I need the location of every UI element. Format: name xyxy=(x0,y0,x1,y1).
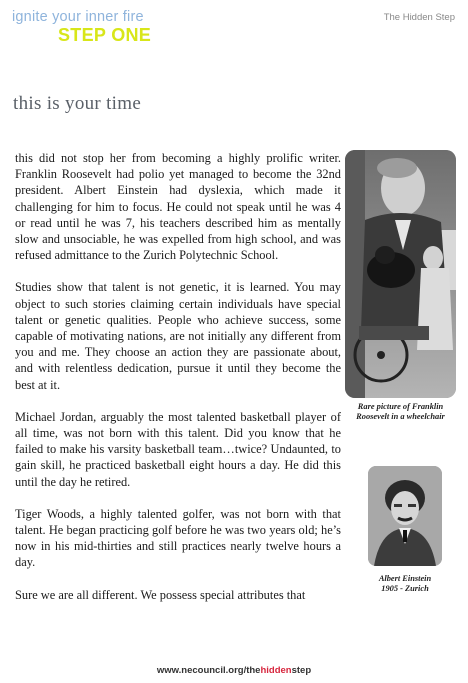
einstein-caption-detail: 1905 - Zurich xyxy=(381,584,429,593)
paragraph: this did not stop her from becoming a highly prolific writer. Franklin Roosevelt had polio yet managed to become the 32nd president. Albert Einstein had dyslexia, which made it challenging for him to focus. He could not speak until he was 4 or read until he was 7, his teachers described him as mentally slow and unsociable, he was expelled from high school, and was refused admittance to the Zurich Polytechnic School. xyxy=(15,151,341,263)
step-label: STEP ONE xyxy=(58,25,152,45)
section-heading: this is your time xyxy=(13,93,142,114)
einstein-caption xyxy=(355,574,455,594)
footer-url-prefix: www.necouncil.org/the xyxy=(156,665,261,676)
paragraph: Tiger Woods, a highly talented golfer, was not born with that talent. He began practicing golf before he was two years old; he’s now in his mid-thirties and still practices nearly twelve hours a day. xyxy=(15,506,341,570)
roosevelt-caption: Rare picture of Franklin Roosevelt in a wheelchair xyxy=(356,402,445,421)
brand-title: The Hidden Step xyxy=(383,12,455,23)
footer-url-highlight: hidden xyxy=(260,665,292,676)
footer-url-suffix: step xyxy=(291,665,312,676)
paragraph: Studies show that talent is not genetic, it is learned. You may object to such stories claiming certain individuals have special talent or genetic qualities. People who achieve success, some capable of motivating nations, are not initially any different from you and me. They choose an action they are passionate about, and with relentless dedication, pursue it until they become the best at it. xyxy=(15,280,341,392)
paragraph: Sure we are all different. We possess special attributes that xyxy=(15,587,306,602)
einstein-caption-name: Albert Einstein xyxy=(378,574,432,583)
footer-url[interactable] xyxy=(0,665,468,676)
body-column xyxy=(15,150,341,619)
tagline: ignite your inner fire xyxy=(12,9,144,25)
roosevelt-photo xyxy=(345,150,456,398)
einstein-photo-image xyxy=(368,466,442,566)
paragraph: Michael Jordan, arguably the most talented basketball player of all time, was not born with this talent. Did you know that he failed to make his varsity basketball team…twice? Undaunted, to gain skill, he practiced basketball eight hours a day. He did this until the day he retired. xyxy=(15,409,341,489)
roosevelt-photo-image xyxy=(345,150,456,398)
einstein-photo xyxy=(368,466,442,566)
